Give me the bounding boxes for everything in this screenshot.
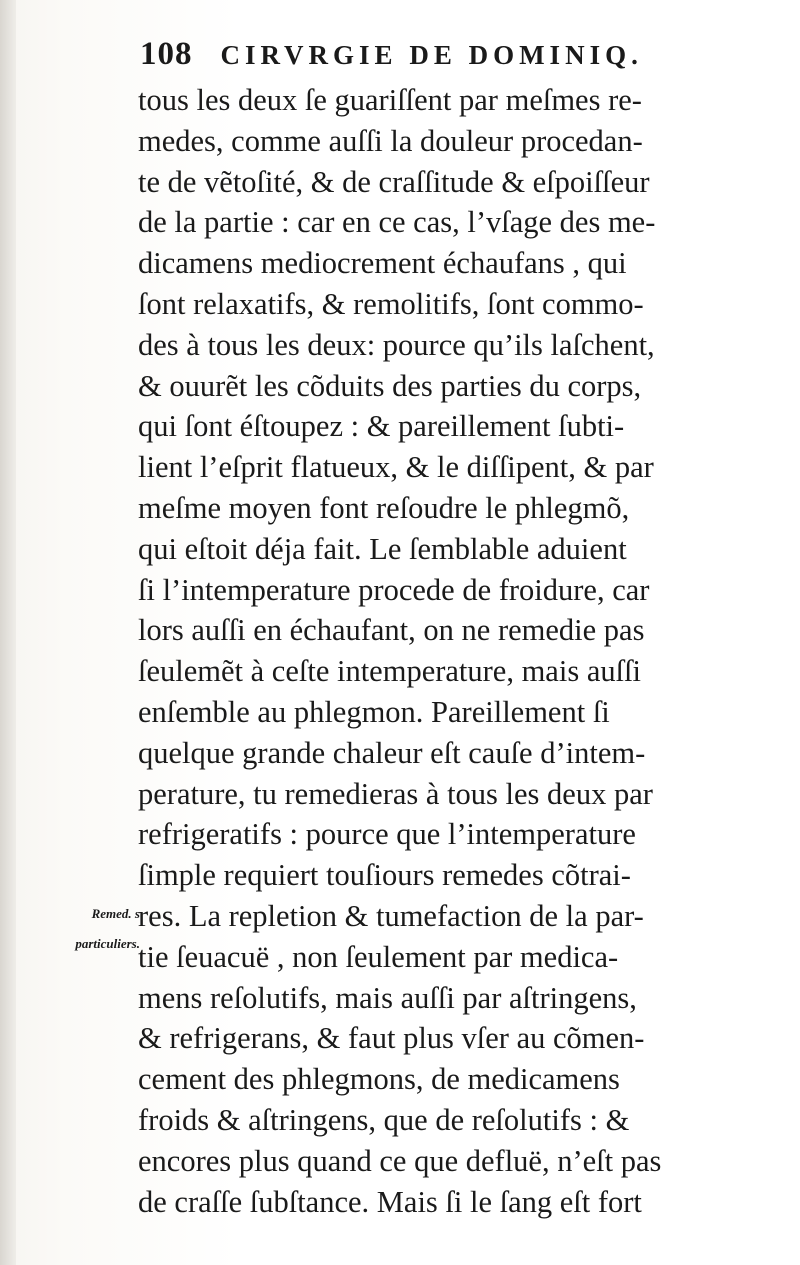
text-line: cement des phlegmons, de medicamens [138,1062,620,1097]
page-header [140,36,760,82]
text-line: lors auſſi en échaufant, on ne remedie pas [138,613,645,648]
text-line: des à tous les deux: pource qu’ils laſchent, [138,327,655,362]
margin-note: particuliers. [75,936,140,951]
text-line: mens reſolutifs, mais auſſi par aſtringens, [138,980,637,1015]
text-line: quelque grande chaleur eſt cauſe d’intem- [138,735,646,770]
text-line: ſimple requiert touſiours remedes cõtrai- [138,858,631,893]
body-text [138,80,778,1222]
text-line: encores plus quand ce que defluë, n’eſt pas [138,1143,662,1178]
text-line: te de vẽtoſité, & de craſſitude & eſpoiſſeur [138,164,650,199]
text-line: ſont relaxatifs, & remolitifs, ſont commo- [138,286,644,321]
text-line: lient l’eſprit flatueux, & le diſſipent, & par [138,450,654,485]
text-line: ſeulemẽt à ceſte intemperature, mais auſſi [138,654,642,689]
text-line: medes, comme auſſi la douleur procedan- [138,123,643,158]
text-line: de craſſe ſubſtance. Mais ſi le ſang eſt fort [138,1184,642,1219]
page-number: 108 [140,36,193,72]
text-line: & ouurẽt les cõduits des parties du corps, [138,368,642,403]
text-line: & refrigerans, & faut plus vſer au cõmen- [138,1021,645,1056]
text-line: froids & aſtringens, que de reſolutifs : & [138,1102,630,1137]
text-line: enſemble au phlegmon. Pareillement ſi [138,694,610,729]
page-gutter [0,0,16,1265]
margin-notes [36,899,140,959]
text-line: perature, tu remedieras à tous les deux par [138,776,653,811]
text-line: ſi l’intemperature procede de froidure, car [138,572,650,607]
text-line: refrigeratifs : pource que l’intemperature [138,817,636,852]
text-line: qui ſont éſtoupez : & pareillement ſubti- [138,409,625,444]
text-line: tie ſeuacuë , non ſeulement par medica- [138,939,619,974]
running-head: CIRVRGIE DE DOMINIQ. [220,40,643,70]
text-line: dicamens mediocrement échaufans , qui [138,246,627,281]
margin-note: Remed. s [91,906,140,921]
text-line: de la partie : car en ce cas, l’vſage des me- [138,205,656,240]
text-line: tous les deux ſe guariſſent par meſmes re- [138,83,642,117]
text-line: qui eſtoit déja fait. Le ſemblable aduient [138,531,627,566]
text-line: meſme moyen font reſoudre le phlegmõ, [138,490,630,525]
text-line: res. La repletion & tumefaction de la par- [138,898,644,933]
